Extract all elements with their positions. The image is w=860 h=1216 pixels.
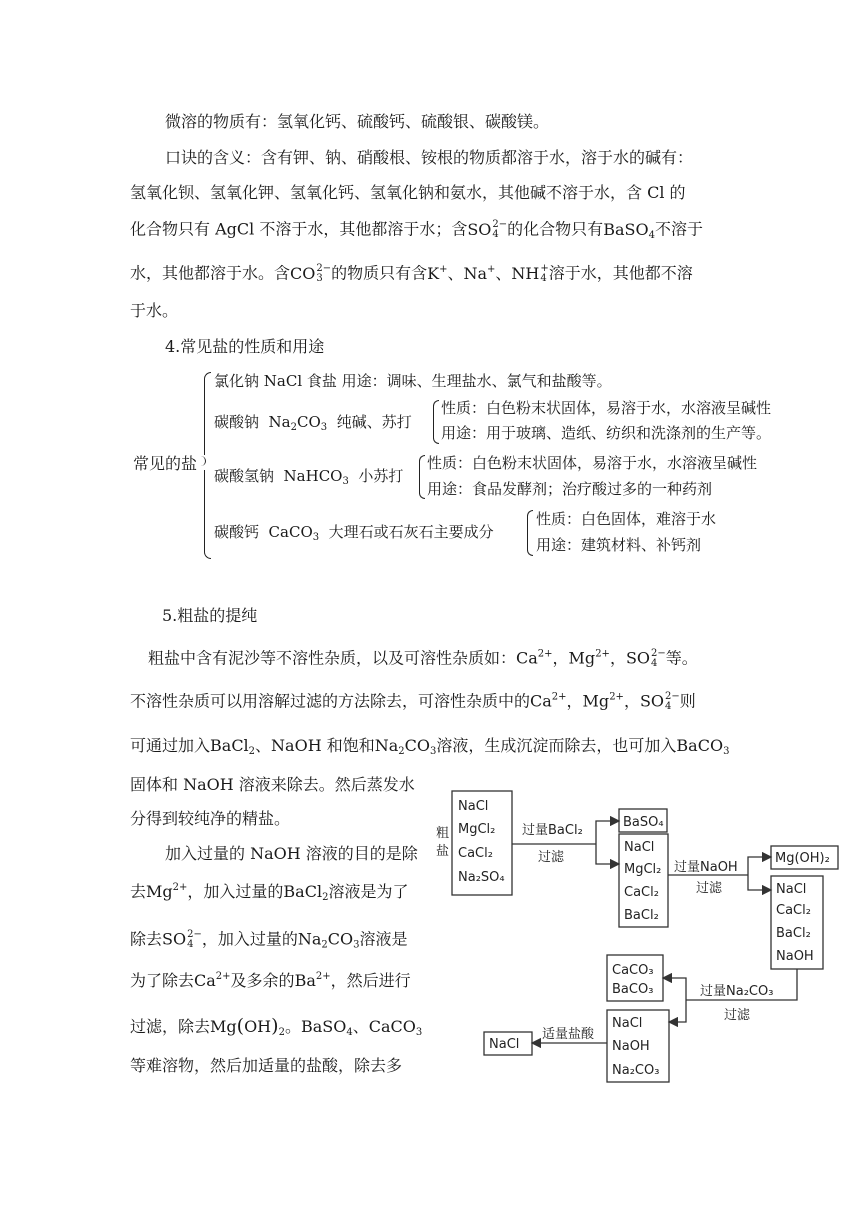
reason-line-5: 过滤，除去$Mg(OH)_2$。BaSO$_4$、CaCO$_3$ bbox=[130, 1015, 423, 1038]
tree-na2co3: 碳酸钠 $Na_2CO_3$ 纯碱、苏打 bbox=[214, 413, 412, 433]
purify-line-2: 不溶性杂质可以用溶解过滤的方法除去，可溶性杂质中的$Ca^{2+}$，$Mg^{2+}$，SO 2− 4 则 bbox=[130, 691, 696, 712]
flow-b3-naoh: NaOH bbox=[776, 949, 814, 964]
purification-flow-diagram bbox=[430, 782, 850, 1084]
tree-main-brace-bottom bbox=[204, 470, 211, 559]
flow-b1-nacl: NaCl bbox=[458, 799, 489, 814]
purify-line-3: 可通过加入BaCl$_2$、NaOH 和饱和$Na_2CO_3$溶液，生成沉淀而除去，也可加入BaCO$_3$ bbox=[130, 736, 730, 757]
nahco3-use: 用途：食品发酵剂；治疗酸过多的一种药剂 bbox=[427, 480, 713, 498]
tree-nahco3: 碳酸氢钠 NaHCO$_3$ 小苏打 bbox=[214, 467, 404, 487]
flow-step2-op: 过滤 bbox=[696, 881, 723, 896]
flow-b2-bacl2: BaCl₂ bbox=[624, 908, 659, 923]
flow-b2-cacl2: CaCl₂ bbox=[624, 885, 659, 900]
section-5-title: 5.粗盐的提纯 bbox=[162, 606, 258, 625]
tree-main-brace-top bbox=[204, 372, 211, 455]
flow-crude-label-2: 盐 bbox=[436, 844, 450, 859]
reason-line-1: 加入过量的 NaOH 溶液的目的是除 bbox=[165, 844, 418, 863]
flow-final-nacl: NaCl bbox=[489, 1037, 520, 1052]
mnemonic-line-4: 水，其他都溶于水。含CO 2− 3 的物质只有含K+、Na+、NH + 4 溶于水，其他都不溶 bbox=[130, 263, 693, 284]
flow-b1-cacl2: CaCl₂ bbox=[458, 846, 493, 861]
flow-b3-nacl: NaCl bbox=[776, 882, 807, 897]
flow-step3-reagent: 过量Na₂CO₃ bbox=[700, 984, 774, 999]
flow-b2-mgcl2: MgCl₂ bbox=[624, 862, 662, 877]
section-4-title: 4.常见盐的性质和用途 bbox=[165, 337, 325, 356]
caco3-property: 性质：白色固体，难溶于水 bbox=[536, 510, 717, 528]
caco3-use: 用途：建筑材料、补钙剂 bbox=[536, 536, 702, 554]
na2co3-property: 性质：白色粉末状固体，易溶于水，水溶液呈碱性 bbox=[441, 399, 772, 417]
na2co3-use: 用途：用于玻璃、造纸、纺织和洗涤剂的生产等。 bbox=[441, 424, 772, 442]
reason-line-6: 等难溶物，然后加适量的盐酸，除去多 bbox=[130, 1056, 403, 1075]
flow-step1-reagent: 过量BaCl₂ bbox=[522, 823, 583, 838]
purify-line-1: 粗盐中含有泥沙等不溶性杂质，以及可溶性杂质如：$Ca^{2+}$，$Mg^{2+}$，SO 2− 4 等。 bbox=[148, 648, 698, 669]
flow-step3-op: 过滤 bbox=[724, 1008, 751, 1023]
flow-ppt-caco3: CaCO₃ bbox=[612, 963, 654, 978]
flow-ppt-mgoh2: Mg(OH)₂ bbox=[775, 851, 830, 866]
mnemonic-line-5: 于水。 bbox=[130, 301, 179, 320]
flow-ppt-baso4: BaSO₄ bbox=[623, 815, 664, 830]
flow-ppt-baco3: BaCO₃ bbox=[612, 982, 654, 997]
tree-nacl: 氯化钠 NaCl 食盐 用途：调味、生理盐水、氯气和盐酸等。 bbox=[214, 372, 612, 390]
mnemonic-line-2: 氢氧化钡、氢氧化钾、氢氧化钙、氢氧化钠和氨水，其他碱不溶于水，含 Cl 的 bbox=[130, 183, 686, 202]
flow-b1-mgcl2: MgCl₂ bbox=[458, 822, 496, 837]
na2co3-brace bbox=[433, 400, 439, 444]
nahco3-brace bbox=[419, 455, 425, 499]
flow-step4-reagent: 适量盐酸 bbox=[542, 1027, 595, 1042]
flow-b1-na2so4: Na₂SO₄ bbox=[458, 870, 505, 885]
caco3-brace bbox=[527, 510, 533, 556]
tree-main-brace-tip bbox=[198, 456, 206, 466]
tree-root-label: 常见的盐 bbox=[133, 454, 198, 473]
flow-b4-naoh: NaOH bbox=[612, 1039, 650, 1054]
flow-b3-cacl2: CaCl₂ bbox=[776, 903, 811, 918]
flow-crude-label-1: 粗 bbox=[436, 826, 450, 841]
purify-line-4: 固体和 NaOH 溶液来除去。然后蒸发水 bbox=[130, 775, 415, 794]
flow-b4-nacl: NaCl bbox=[612, 1016, 643, 1031]
reason-line-4: 为了除去$Ca^{2+}$及多余的$Ba^{2+}$，然后进行 bbox=[130, 971, 411, 990]
nahco3-property: 性质：白色粉末状固体，易溶于水，水溶液呈碱性 bbox=[427, 454, 758, 472]
flow-b2-nacl: NaCl bbox=[624, 840, 655, 855]
mnemonic-line-1: 口诀的含义：含有钾、钠、硝酸根、铵根的物质都溶于水，溶于水的碱有： bbox=[165, 148, 694, 167]
flow-b3-bacl2: BaCl₂ bbox=[776, 926, 811, 941]
flow-step2-reagent: 过量NaOH bbox=[674, 860, 738, 875]
para-slightly-soluble: 微溶的物质有：氢氧化钙、硫酸钙、硫酸银、碳酸镁。 bbox=[165, 112, 550, 131]
tree-caco3: 碳酸钙 CaCO$_3$ 大理石或石灰石主要成分 bbox=[214, 523, 494, 543]
flow-step1-op: 过滤 bbox=[538, 850, 565, 865]
mnemonic-line-3: 化合物只有 AgCl 不溶于水，其他都溶于水；含SO 2− 4 的化合物只有BaSO$_4$不溶于 bbox=[130, 219, 703, 241]
purify-line-5: 分得到较纯净的精盐。 bbox=[130, 809, 291, 828]
reason-line-2: 去$Mg^{2+}$，加入过量的BaCl$_2$溶液是为了 bbox=[130, 882, 409, 903]
flow-b4-na2co3: Na₂CO₃ bbox=[612, 1063, 660, 1078]
reason-line-3: 除去SO 2− 4 ，加入过量的$Na_2CO_3$溶液是 bbox=[130, 929, 408, 951]
